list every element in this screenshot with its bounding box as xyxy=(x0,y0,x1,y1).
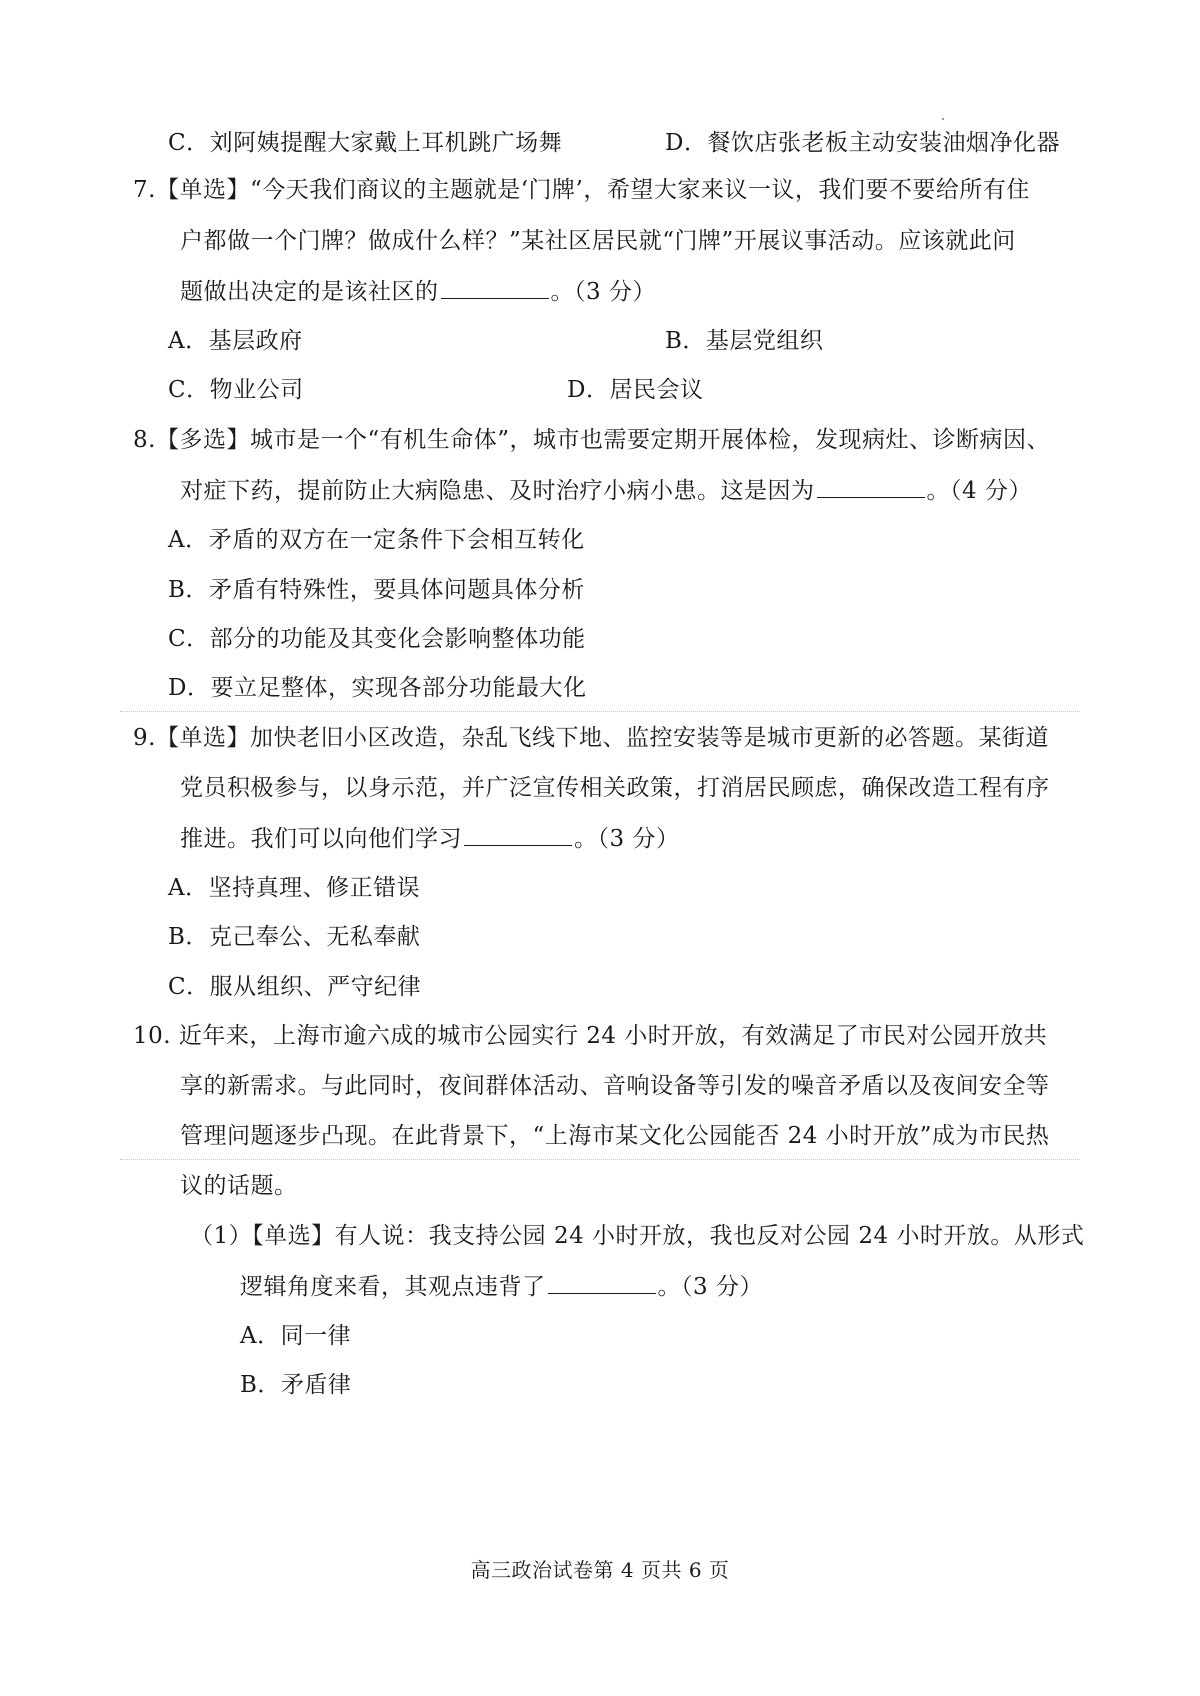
q8-option-b: B．矛盾有特殊性，要具体问题具体分析 xyxy=(168,577,585,603)
q10-sub1-stem-text: 逻辑角度来看，其观点违背了 xyxy=(240,1274,546,1300)
q7-option-d: D．居民会议 xyxy=(567,377,704,403)
q10-sub1-stem-line-1: （1）【单选】有人说：我支持公园 24 小时开放，我也反对公园 24 小时开放。从形式 xyxy=(190,1223,1085,1249)
q10-stem-line-1: 10. 近年来，上海市逾六成的城市公园实行 24 小时开放，有效满足了市民对公园开放共 xyxy=(133,1023,1048,1049)
q9-stem-line-3 xyxy=(180,823,679,854)
q7-option-c: C．物业公司 xyxy=(168,377,304,403)
q7-stem-line-2: 户都做一个门牌？做成什么样？”某社区居民就“门牌”开展议事活动。应该就此问 xyxy=(180,228,1016,254)
q8-score: 。（4 分） xyxy=(926,478,1032,504)
q9-option-a: A．坚持真理、修正错误 xyxy=(168,875,421,901)
q7-option-b: B．基层党组织 xyxy=(665,328,824,354)
q6-option-d: D．餐饮店张老板主动安装油烟净化器 xyxy=(665,130,1060,156)
q9-option-b: B．克己奉公、无私奉献 xyxy=(168,924,421,950)
q9-stem-text: 推进。我们可以向他们学习 xyxy=(180,826,462,852)
q9-score: 。（3 分） xyxy=(574,826,680,852)
q9-stem-line-2: 党员积极参与，以身示范，并广泛宣传相关政策，打消居民顾虑，确保改造工程有序 xyxy=(180,775,1050,801)
q7-stem-line-1: 7.【单选】“今天我们商议的主题就是‘门牌’，希望大家来议一议，我们要不要给所有住 xyxy=(133,177,1030,203)
q10-sub1-option-a: A．同一律 xyxy=(240,1323,352,1349)
answer-blank xyxy=(548,1271,656,1294)
q7-option-a: A．基层政府 xyxy=(168,328,303,354)
page-footer: 高三政治试卷第 4 页共 6 页 xyxy=(470,1558,730,1582)
q8-option-c: C．部分的功能及其变化会影响整体功能 xyxy=(168,626,586,652)
q10-stem-line-4: 议的话题。 xyxy=(180,1173,298,1199)
q7-score: 。（3 分） xyxy=(550,279,656,305)
q10-sub1-score: 。（3 分） xyxy=(657,1274,763,1300)
q8-option-a: A．矛盾的双方在一定条件下会相互转化 xyxy=(168,527,585,553)
q9-stem-line-1: 9.【单选】加快老旧小区改造，杂乱飞线下地、监控安装等是城市更新的必答题。某街道 xyxy=(133,725,1049,751)
q10-stem-line-2: 享的新需求。与此同时，夜间群体活动、音响设备等引发的噪音矛盾以及夜间安全等 xyxy=(180,1073,1050,1099)
q10-sub1-stem-line-2 xyxy=(240,1271,763,1302)
scan-speck xyxy=(942,118,944,120)
q8-stem-text: 对症下药，提前防止大病隐患、及时治疗小病小患。这是因为 xyxy=(180,478,815,504)
answer-blank xyxy=(464,823,572,846)
q8-stem-line-2 xyxy=(180,475,1032,506)
q6-option-c: C．刘阿姨提醒大家戴上耳机跳广场舞 xyxy=(168,130,563,156)
answer-blank xyxy=(817,475,925,498)
q8-option-d: D．要立足整体，实现各部分功能最大化 xyxy=(168,675,587,701)
q7-stem-text: 题做出决定的是该社区的 xyxy=(180,279,439,305)
q10-stem-line-3: 管理问题逐步凸现。在此背景下，“上海市某文化公园能否 24 小时开放”成为市民热 xyxy=(180,1123,1050,1149)
q7-stem-line-3 xyxy=(180,276,656,307)
q8-stem-line-1: 8.【多选】城市是一个“有机生命体”，城市也需要定期开展体检，发现病灶、诊断病因、 xyxy=(133,427,1050,453)
scan-dotted-divider xyxy=(120,711,1080,712)
answer-blank xyxy=(441,276,549,299)
q10-sub1-option-b: B．矛盾律 xyxy=(240,1372,352,1398)
q9-option-c: C．服从组织、严守纪律 xyxy=(168,974,422,1000)
scan-dotted-divider xyxy=(120,1159,1080,1160)
